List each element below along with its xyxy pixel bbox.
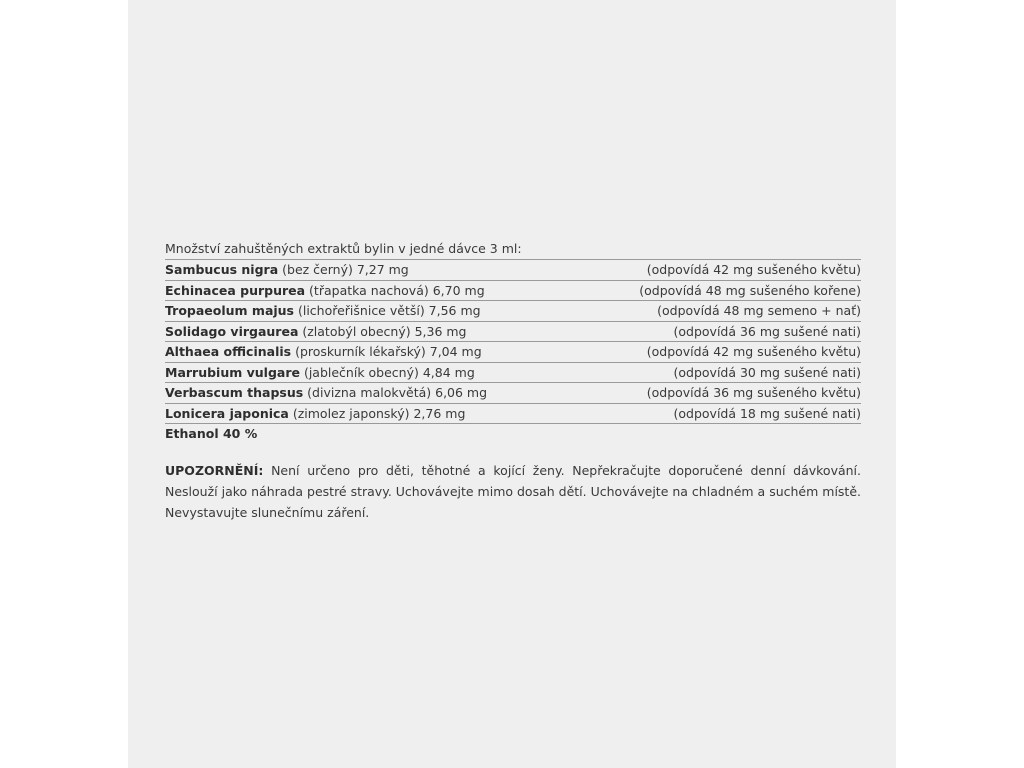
table-row <box>165 383 861 404</box>
common-name-amount: (zlatobýl obecný) 5,36 mg <box>298 323 467 339</box>
document-page <box>128 0 896 768</box>
common-name-amount: (bez černý) 7,27 mg <box>278 262 409 278</box>
equivalent: (odpovídá 42 mg sušeného květu) <box>646 262 861 278</box>
latin-name: Solidago virgaurea <box>165 323 299 339</box>
table-row <box>165 281 861 302</box>
table-row <box>165 260 861 281</box>
latin-name: Echinacea purpurea <box>165 282 306 298</box>
equivalent: (odpovídá 30 mg sušené nati) <box>673 364 861 380</box>
table-row <box>165 363 861 384</box>
equivalent: (odpovídá 48 mg sušeného kořene) <box>639 282 861 298</box>
warning-paragraph <box>165 460 861 523</box>
common-name-amount: (divizna malokvětá) 6,06 mg <box>303 385 488 401</box>
common-name-amount: (třapatka nachová) 6,70 mg <box>305 282 485 298</box>
latin-name: Sambucus nigra <box>165 262 279 278</box>
intro-text: Množství zahuštěných extraktů bylin v jedné dávce 3 ml: <box>165 241 522 256</box>
equivalent: (odpovídá 48 mg semeno + nať) <box>657 303 861 319</box>
equivalent: (odpovídá 42 mg sušeného květu) <box>646 344 861 360</box>
warning-label: UPOZORNĚNÍ: <box>165 463 264 478</box>
content <box>165 239 861 523</box>
common-name-amount: (zimolez japonský) 2,76 mg <box>288 405 466 421</box>
latin-name: Verbascum thapsus <box>165 385 304 401</box>
equivalent: (odpovídá 36 mg sušeného květu) <box>646 385 861 401</box>
common-name-amount: (lichořeřišnice větší) 7,56 mg <box>294 303 481 319</box>
equivalent: (odpovídá 36 mg sušené nati) <box>673 323 861 339</box>
equivalent: (odpovídá 18 mg sušené nati) <box>673 405 861 421</box>
latin-name: Tropaeolum majus <box>165 303 294 319</box>
ingredients-table <box>165 259 861 424</box>
table-row <box>165 301 861 322</box>
latin-name: Althaea officinalis <box>165 344 292 360</box>
ethanol-line: Ethanol 40 % <box>165 426 258 441</box>
table-row <box>165 342 861 363</box>
common-name-amount: (jablečník obecný) 4,84 mg <box>299 364 475 380</box>
common-name-amount: (proskurník lékařský) 7,04 mg <box>291 344 482 360</box>
warning-text: Není určeno pro děti, těhotné a kojící ženy. Nepřekračujte doporučené denní dávkování. Neslouží jako náhrada pestré stravy. Uchovávejte mimo dosah dětí. Uchovávejte na chladném a suchém místě. Nevystavujte slunečnímu záření. <box>165 463 861 520</box>
latin-name: Marrubium vulgare <box>165 364 300 380</box>
table-row <box>165 404 861 425</box>
latin-name: Lonicera japonica <box>165 405 289 421</box>
table-row <box>165 322 861 343</box>
